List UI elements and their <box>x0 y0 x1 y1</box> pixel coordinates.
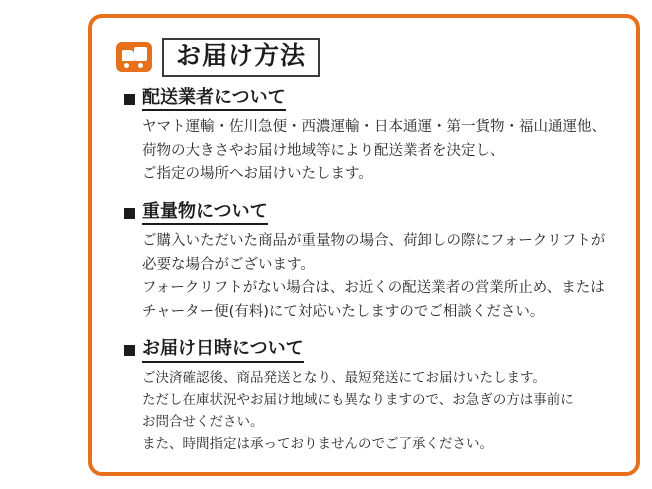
delivery-truck-icon <box>116 42 152 72</box>
page-title: お届け方法 <box>162 38 320 77</box>
bullet-square-icon <box>124 208 135 219</box>
section-title: 配送業者について <box>142 87 286 112</box>
section-shipping-carriers <box>114 87 614 187</box>
panel-header <box>116 38 614 77</box>
section-delivery-datetime <box>114 338 614 455</box>
panel-inner <box>92 18 636 472</box>
section-heading-row <box>124 87 614 112</box>
section-heading-row <box>124 201 614 226</box>
body-line: お問合せください。 <box>142 413 264 430</box>
section-body <box>142 368 614 455</box>
body-line: ご購入いただいた商品が重量物の場合、荷卸しの際にフォークリフトが <box>142 233 606 250</box>
body-line: 荷物の大きさやお届け地域等により配送業者を決定し、 <box>142 142 505 159</box>
body-line: 必要な場合がございます。 <box>142 256 315 273</box>
section-title: 重量物について <box>142 201 268 226</box>
body-line: フォークリフトがない場合は、お近くの配送業者の営業所止め、または <box>142 280 605 297</box>
body-line: ただし在庫状況やお届け地域にも異なりますので、お急ぎの方は事前に <box>142 391 574 408</box>
bullet-square-icon <box>124 94 135 105</box>
body-line: また、時間指定は承っておりませんのでご了承ください。 <box>142 435 493 452</box>
truck-wheel-front-shape <box>123 62 130 69</box>
truck-body-shape <box>134 47 147 61</box>
section-heavy-items <box>114 201 614 325</box>
section-heading-row <box>124 338 614 363</box>
truck-wheel-rear-shape <box>137 62 144 69</box>
body-line: ヤマト運輸・佐川急便・西濃運輸・日本通運・第一貨物・福山通運他、 <box>142 119 606 136</box>
body-line: ご決済確認後、商品発送となり、最短発送にてお届けいたします。 <box>142 369 546 386</box>
section-title: お届け日時について <box>142 338 304 363</box>
section-body <box>142 116 614 186</box>
body-line: ご指定の場所へお届けいたします。 <box>142 166 373 183</box>
truck-cab-shape <box>122 50 134 61</box>
section-body <box>142 230 614 324</box>
bullet-square-icon <box>124 345 135 356</box>
body-line: チャーター便(有料)にて対応いたしますのでご相談ください。 <box>142 303 545 320</box>
delivery-info-panel <box>88 14 640 476</box>
